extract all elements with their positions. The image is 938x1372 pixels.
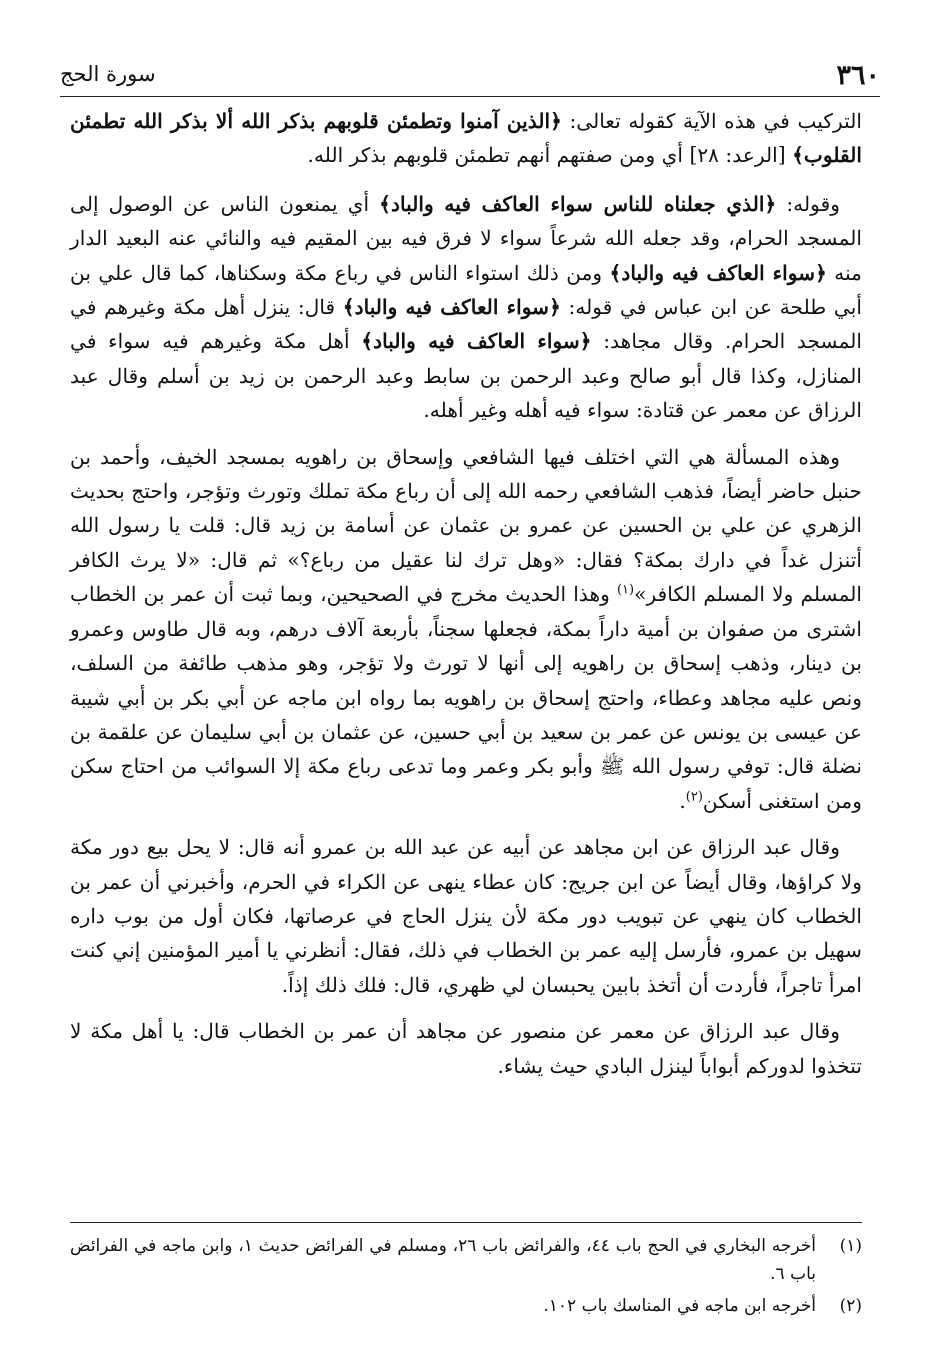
quran-verse: ﴿سواء العاكف فيه والباد﴾ — [361, 329, 592, 354]
text-run: قال: ينزل أهل مكة وغيرهم في المسجد الحرام. وقال مجاهد: — [70, 295, 862, 354]
quran-verse: ﴿الذين آمنوا وتطمئن قلوبهم بذكر الله ألا بذكر الله تطمئن القلوب﴾ — [70, 109, 862, 168]
page-header — [60, 56, 880, 97]
paragraph-5 — [70, 1014, 862, 1083]
running-title: سورة الحج — [60, 62, 156, 86]
paragraph-2 — [70, 187, 862, 428]
footnote-text: أخرجه البخاري في الحج باب ٤٤، والفرائض باب ٢٦، ومسلم في الفرائض حديث ١، وابن ماجه في الفرائض باب ٦. — [70, 1236, 816, 1284]
quran-verse: ﴿سواء العاكف فيه والباد﴾ — [609, 260, 827, 285]
text-run: وقوله: — [776, 191, 840, 216]
text-run: التركيب في هذه الآية كقوله تعالى: — [561, 109, 862, 133]
text-run: أي يمنعون الناس عن الوصول إلى المسجد الحرام، وقد جعله الله شرعاً سواء لا فرق فيه بين المقيم فيه والنائي عنه البعيد الدار منه — [70, 191, 862, 285]
footnote-ref-2[interactable]: (٢) — [685, 788, 703, 804]
footnote-text: أخرجه ابن ماجه في المناسك باب ١٠٢. — [543, 1296, 816, 1316]
footnote-ref-1[interactable]: (١) — [616, 582, 635, 598]
text-run: أهل مكة وغيرهم فيه سواء في المنازل، وكذا قال أبو صالح وعبد الرحمن بن سابط وعبد الرحمن بن زيد بن أسلم وقال عبد الرزاق عن معمر عن قتادة: سواء فيه أهله وغير أهله. — [70, 329, 862, 423]
quran-verse: ﴿الذي جعلناه للناس سواء العاكف فيه والباد﴾ — [379, 191, 777, 216]
paragraph-1 — [70, 104, 862, 173]
text-run: وقال عبد الرزاق عن معمر عن منصور عن مجاهد أن عمر بن الخطاب قال: يا أهل مكة لا تتخذوا لدوركم أبواباً لينزل البادي حيث يشاء. — [70, 1019, 862, 1078]
paragraph-3 — [70, 440, 862, 818]
paragraph-4 — [70, 830, 862, 1002]
footnote-divider — [70, 1222, 862, 1223]
footnote-2 — [70, 1292, 862, 1320]
footnote-number: (١) — [839, 1236, 862, 1256]
quran-verse: ﴿سواء العاكف فيه والباد﴾ — [342, 295, 561, 320]
text-run: ومن ذلك استواء الناس في رباع مكة وسكناها، كما قال علي بن أبي طلحة عن ابن عباس في قوله: — [70, 260, 862, 320]
text-run: وهذا الحديث مخرج في الصحيحين، وبما ثبت أن عمر بن الخطاب اشترى من صفوان بن أمية داراً بمكة، فجعلها سجناً، بأربعة آلاف درهم، وبه قال طاوس وعمرو بن دينار، وذهب إسحاق بن راهويه إلى أنها لا تورث ولا تؤجر، وهو مذهب طائفة من السلف، ونص عليه مجاهد وعطاء، واحتج إسحاق بن راهويه بما رواه ابن ماجه عن أبي بكر بن أبي شيبة عن عيسى بن يونس عن عمر بن سعيد بن أبي حسين، عن عثمان بن أبي سليمان عن علقمة بن نضلة قال: توفي رسول الله ﷺ وأبو بكر وعمر وما تدعى رباع مكة إلا السوائب من احتاج سكن ومن استغنى أسكن — [70, 582, 862, 813]
footnotes — [70, 1232, 862, 1324]
page-number: ٣٦٠ — [836, 60, 880, 91]
text-run: [الرعد: ٢٨] أي ومن صفتهم أنهم تطمئن قلوبهم بذكر الله. — [307, 143, 793, 168]
footnote-number: (٢) — [839, 1296, 862, 1316]
text-run: . — [679, 788, 686, 813]
text-run: وهذه المسألة هي التي اختلف فيها الشافعي وإسحاق بن راهويه بمسجد الخيف، وأحمد بن حنبل حاضر أيضاً، فذهب الشافعي رحمه الله إلى أن رباع مكة تملك وتورث وتؤجر، واحتج بحديث الزهري عن علي بن الحسين عن عمرو بن عثمان عن أسامة بن زيد قال: قلت يا رسول الله أتنزل غداً في دارك بمكة؟ فقال: «وهل ترك لنا عقيل من رباع؟» ثم قال: «لا يرث الكافر المسلم ولا المسلم الكافر» — [70, 444, 862, 607]
footnote-1 — [70, 1232, 862, 1288]
main-text — [70, 104, 862, 1095]
text-run: وقال عبد الرزاق عن ابن مجاهد عن أبيه عن عبد الله بن عمرو أنه قال: لا يحل بيع دور مكة ولا كراؤها، وقال أيضاً عن ابن جريج: كان عطاء ينهى عن الكراء في الحرم، وأخبرني أن عمر بن الخطاب كان ينهي عن تبويب دور مكة لأن ينزل الحاج في عرصاتها، فكان أول من بوب داره سهيل بن عمرو، فأرسل إليه عمر بن الخطاب في ذلك، فقال: أنظرني يا أمير المؤمنين إني كنت امرأ تاجراً، فأردت أن أتخذ بابين يحبسان لي ظهري، قال: فلك ذلك إذاً. — [70, 835, 862, 997]
